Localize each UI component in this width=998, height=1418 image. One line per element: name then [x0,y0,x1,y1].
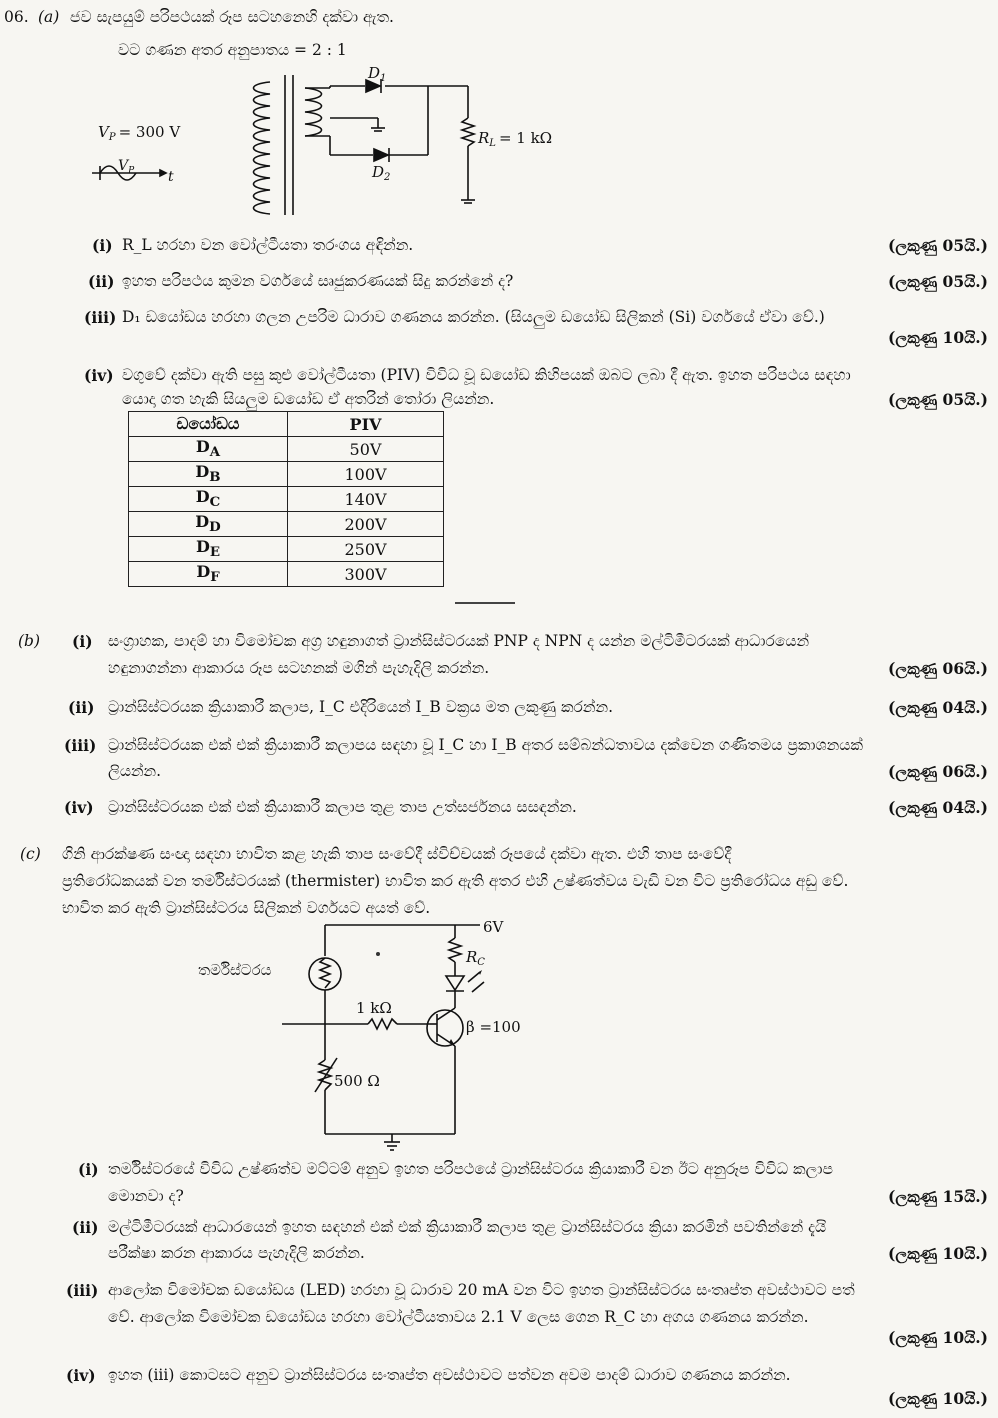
vp-label: $V_P = 300$ V [98,123,181,143]
part-a-label: (a) [38,8,60,26]
part-a-intro: ජව සැපයුම් පරිපථයක් රූප සටහනෙහි දක්වා ඇත. [70,8,394,26]
c-iii-num: (iii) [66,1281,99,1300]
b-iii-text2: ලියන්න. [108,762,162,780]
piv-header-diode: ඩයෝඩය [129,412,288,437]
c-intro-2: ප්‍රතිරෝධකයක් වන තර්මිස්ටරයක් (thermister) භාවිත කර ඇති අතර එහි උෂ්ණත්වය වැඩි වන විට ප්‍රතිරෝධය අඩු වේ. [62,872,849,890]
b-i-marks: (ලකුණු 06යි.) [888,659,988,678]
a-ii-marks: (ලකුණු 05යි.) [888,272,988,291]
a-iii-text: D₁ ඩයෝඩය හරහා ගලන උපරිම ධාරාව ගණනය කරන්න. (සියලුම ඩයෝඩ සිලිකන් (Si) වර්ගයේ ඒවා වේ.) [122,308,825,326]
b-iv-text: ට්‍රාන්සිස්ටරයක එක් එක් ක්‍රියාකාරී කලාප තුළ තාප උත්සර්ජනය සසඳන්න. [108,798,577,816]
c-iv-text: ඉහත (iii) කොටසට අනුව ට්‍රාන්සිස්ටරය සංතෘප්ත අවස්ථාවට පත්වන අවම පාදම් ධාරාව ගණනය කරන්න. [108,1366,791,1384]
table-row: $D_C$ 140V [129,487,444,512]
r2-label: 500 Ω [334,1072,380,1090]
a-ii-num: (ii) [88,272,115,291]
a-i-marks: (ලකුණු 05යි.) [888,236,988,255]
thermistor-label: තර්මිස්ටරය [198,961,272,979]
wave-t-label: t [168,169,174,185]
a-iv-num: (iv) [84,366,114,385]
c-intro-1: ගිනි ආරක්ෂණ සංඥා සඳහා භාවිත කළ හැකි තාප සංවේදී ස්විච්චයක් රූපයේ දක්වා ඇත. එහි තාප සංවේදී [62,845,732,863]
a-i-num: (i) [92,236,113,255]
c-i-num: (i) [78,1160,99,1179]
c-ii-num: (ii) [72,1218,99,1237]
rc-label: $R_C$ [466,948,485,968]
a-iv-marks: (ලකුණු 05යි.) [888,390,988,409]
a-iv-text: වගුවේ දක්වා ඇති පසු කුළු වෝල්ටීයතා (PIV) විවිධ වූ ඩයෝඩ කිහිපයක් ඔබට ලබා දී ඇත. ඉහත පරිපථය සඳහා [122,366,851,384]
table-row: $D_F$ 300V [129,562,444,587]
turns-ratio: වට ගණන අතර අනුපාතය = 2 : 1 [118,41,347,59]
b-ii-num: (ii) [68,698,95,717]
supply-label: 6V [483,918,504,936]
piv-header-piv: PIV [288,412,444,437]
b-iii-marks: (ලකුණු 06යි.) [888,762,988,781]
b-i-num: (i) [72,632,93,651]
part-b-label: (b) [18,632,41,650]
c-i-text: තර්මිස්ටරයේ විවිධ උෂ්ණත්ව මට්ටම් අනුව ඉහත පරිපථයේ ට්‍රාන්සිස්ටරය ක්‍රියාකාරී වන ඊට අනුරූප විවිධ කලාප [108,1160,834,1178]
c-iii-text2: වේ. ආලෝක විමෝචක ඩයෝඩය හරහා වෝල්ටීයතාවය 2.1 V ලෙස ගෙන R_C හා අගය ගණනය කරන්න. [108,1308,809,1326]
b-iv-marks: (ලකුණු 04යි.) [888,798,988,817]
b-iii-text: ට්‍රාන්සිස්ටරයක එක් එක් ක්‍රියාකාරී කලාපය සඳහා වූ I_C හා I_B අතර සම්බන්ධතාවය දක්වෙන ගණිතමය ප්‍රකාශනයක් [108,736,863,754]
c-ii-text: මල්ටිමීටරයක් ආධාරයෙන් ඉහත සඳහන් එක් එක් ක්‍රියාකාරී කලාප තුළ ට්‍රාන්සිස්ටරය ක්‍රියා කරමින් පවතින්නේ දැයි [108,1218,827,1236]
d1-label: $D_1$ [368,64,387,84]
table-row: $D_D$ 200V [129,512,444,537]
beta-label: β =100 [466,1018,521,1036]
c-iv-marks: (ලකුණු 10යි.) [888,1389,988,1408]
a-iv-text2: යොදා ගත හැකි සියලුම ඩයෝඩ ඒ අතරින් තෝරා ලියන්න. [122,390,495,408]
c-intro-3: භාවිත කර ඇති ට්‍රාන්සිස්ටරය සිලිකන් වර්ගයට අයත් වේ. [62,899,431,917]
a-iii-marks: (ලකුණු 10යි.) [888,328,988,347]
c-iv-num: (iv) [66,1366,96,1385]
a-iii-num: (iii) [84,308,117,327]
b-ii-marks: (ලකුණු 04යි.) [888,698,988,717]
c-i-text2: මොනවා ද? [108,1187,184,1205]
wave-vp-label: $V_P$ [118,158,135,176]
c-iii-marks: (ලකුණු 10යි.) [888,1328,988,1347]
c-iii-text: ආලෝක විමෝචක ඩයෝඩය (LED) හරහා වූ ධාරාව 20 mA වන විට ඉහත ට්‍රාන්සිස්ටරය සංතෘප්ත අවස්ථාවට පත් [108,1281,855,1299]
b-iii-num: (iii) [64,736,97,755]
c-ii-marks: (ලකුණු 10යි.) [888,1244,988,1263]
table-row: $D_A$ 50V [129,437,444,462]
a-i-text: R_L හරහා වන වෝල්ටීයතා තරංගය අඳින්න. [122,236,414,254]
table-row: $D_E$ 250V [129,537,444,562]
b-i-text: සංග්‍රාහක, පාදම් හා විමෝචක අග්‍ර හඳුනාගත් ට්‍රාන්සිස්ටරයක් PNP ද NPN ද යන්න මල්ටිමීටරයක් ආධාරයෙන් [108,632,810,650]
b-ii-text: ට්‍රාන්සිස්ටරයක ක්‍රියාකාරී කලාප, I_C එදිරියෙන් I_B වක්‍රය මත ලකුණු කරන්න. [108,698,614,716]
r1-label: 1 kΩ [356,999,392,1017]
c-i-marks: (ලකුණු 15යි.) [888,1187,988,1206]
b-iv-num: (iv) [64,798,94,817]
table-row: $D_B$ 100V [129,462,444,487]
d2-label: $D_2$ [372,163,391,183]
b-i-text2: හඳුනාගන්නා ආකාරය රූප සටහනක් මගින් පැහැදිලි කරන්න. [108,659,490,677]
part-c-label: (c) [20,845,41,863]
a-ii-text: ඉහත පරිපථය කුමන වර්ගයේ සෘජුකරණයක් සිදු කරන්නේ ද? [122,272,514,290]
c-ii-text2: පරීක්ෂා කරන ආකාරය පැහැදිලි කරන්න. [108,1244,365,1262]
rl-label: $R_L = 1$ kΩ [478,129,553,149]
question-number: 06. [4,8,29,26]
